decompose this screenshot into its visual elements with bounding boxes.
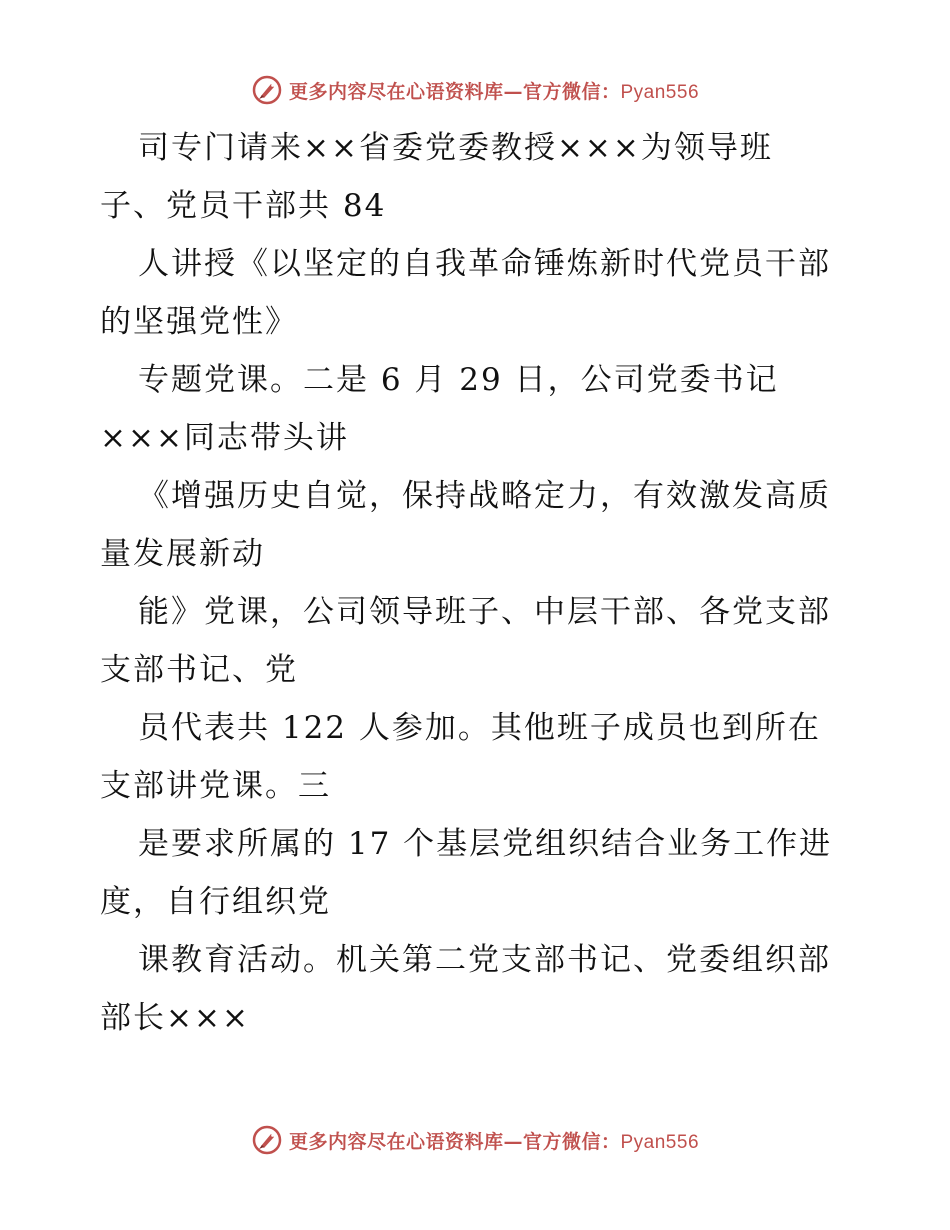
body-line: 部长××× <box>100 1000 250 1036</box>
body-line: 人讲授《以坚定的自我革命锤炼新时代党员干部 <box>138 246 831 282</box>
wechat-id: Pyan556 <box>620 81 700 103</box>
body-line: 员代表共 122 人参加。其他班子成员也到所在 <box>138 710 821 746</box>
body-line: 度，自行组织党 <box>100 884 331 920</box>
header-watermark <box>0 70 950 110</box>
pen-nib-circle-icon <box>251 1124 283 1156</box>
watermark-text: 更多内容尽在心语资料库—官方微信：Pyan556 <box>288 1130 700 1153</box>
footer-watermark <box>0 1120 950 1160</box>
body-line: 支部书记、党 <box>100 652 298 688</box>
body-line: 量发展新动 <box>100 536 265 572</box>
body-line: 的坚强党性》 <box>100 304 298 340</box>
body-line: 能》党课，公司领导班子、中层干部、各党支部 <box>138 594 831 630</box>
pen-nib-circle-icon <box>251 74 283 106</box>
wechat-id: Pyan556 <box>620 1131 700 1153</box>
body-line: ×××同志带头讲 <box>100 420 349 456</box>
body-line: 司专门请来××省委党委教授×××为领导班 <box>138 130 773 166</box>
body-line: 课教育活动。机关第二党支部书记、党委组织部 <box>138 942 831 978</box>
body-line: 专题党课。二是 6 月 29 日，公司党委书记 <box>138 362 779 398</box>
body-line: 《增强历史自觉，保持战略定力，有效激发高质 <box>138 478 831 514</box>
body-line: 是要求所属的 17 个基层党组织结合业务工作进 <box>138 826 833 862</box>
watermark-text: 更多内容尽在心语资料库—官方微信：Pyan556 <box>288 80 700 103</box>
body-line: 支部讲党课。三 <box>100 768 331 804</box>
body-line: 子、党员干部共 84 <box>100 188 387 224</box>
